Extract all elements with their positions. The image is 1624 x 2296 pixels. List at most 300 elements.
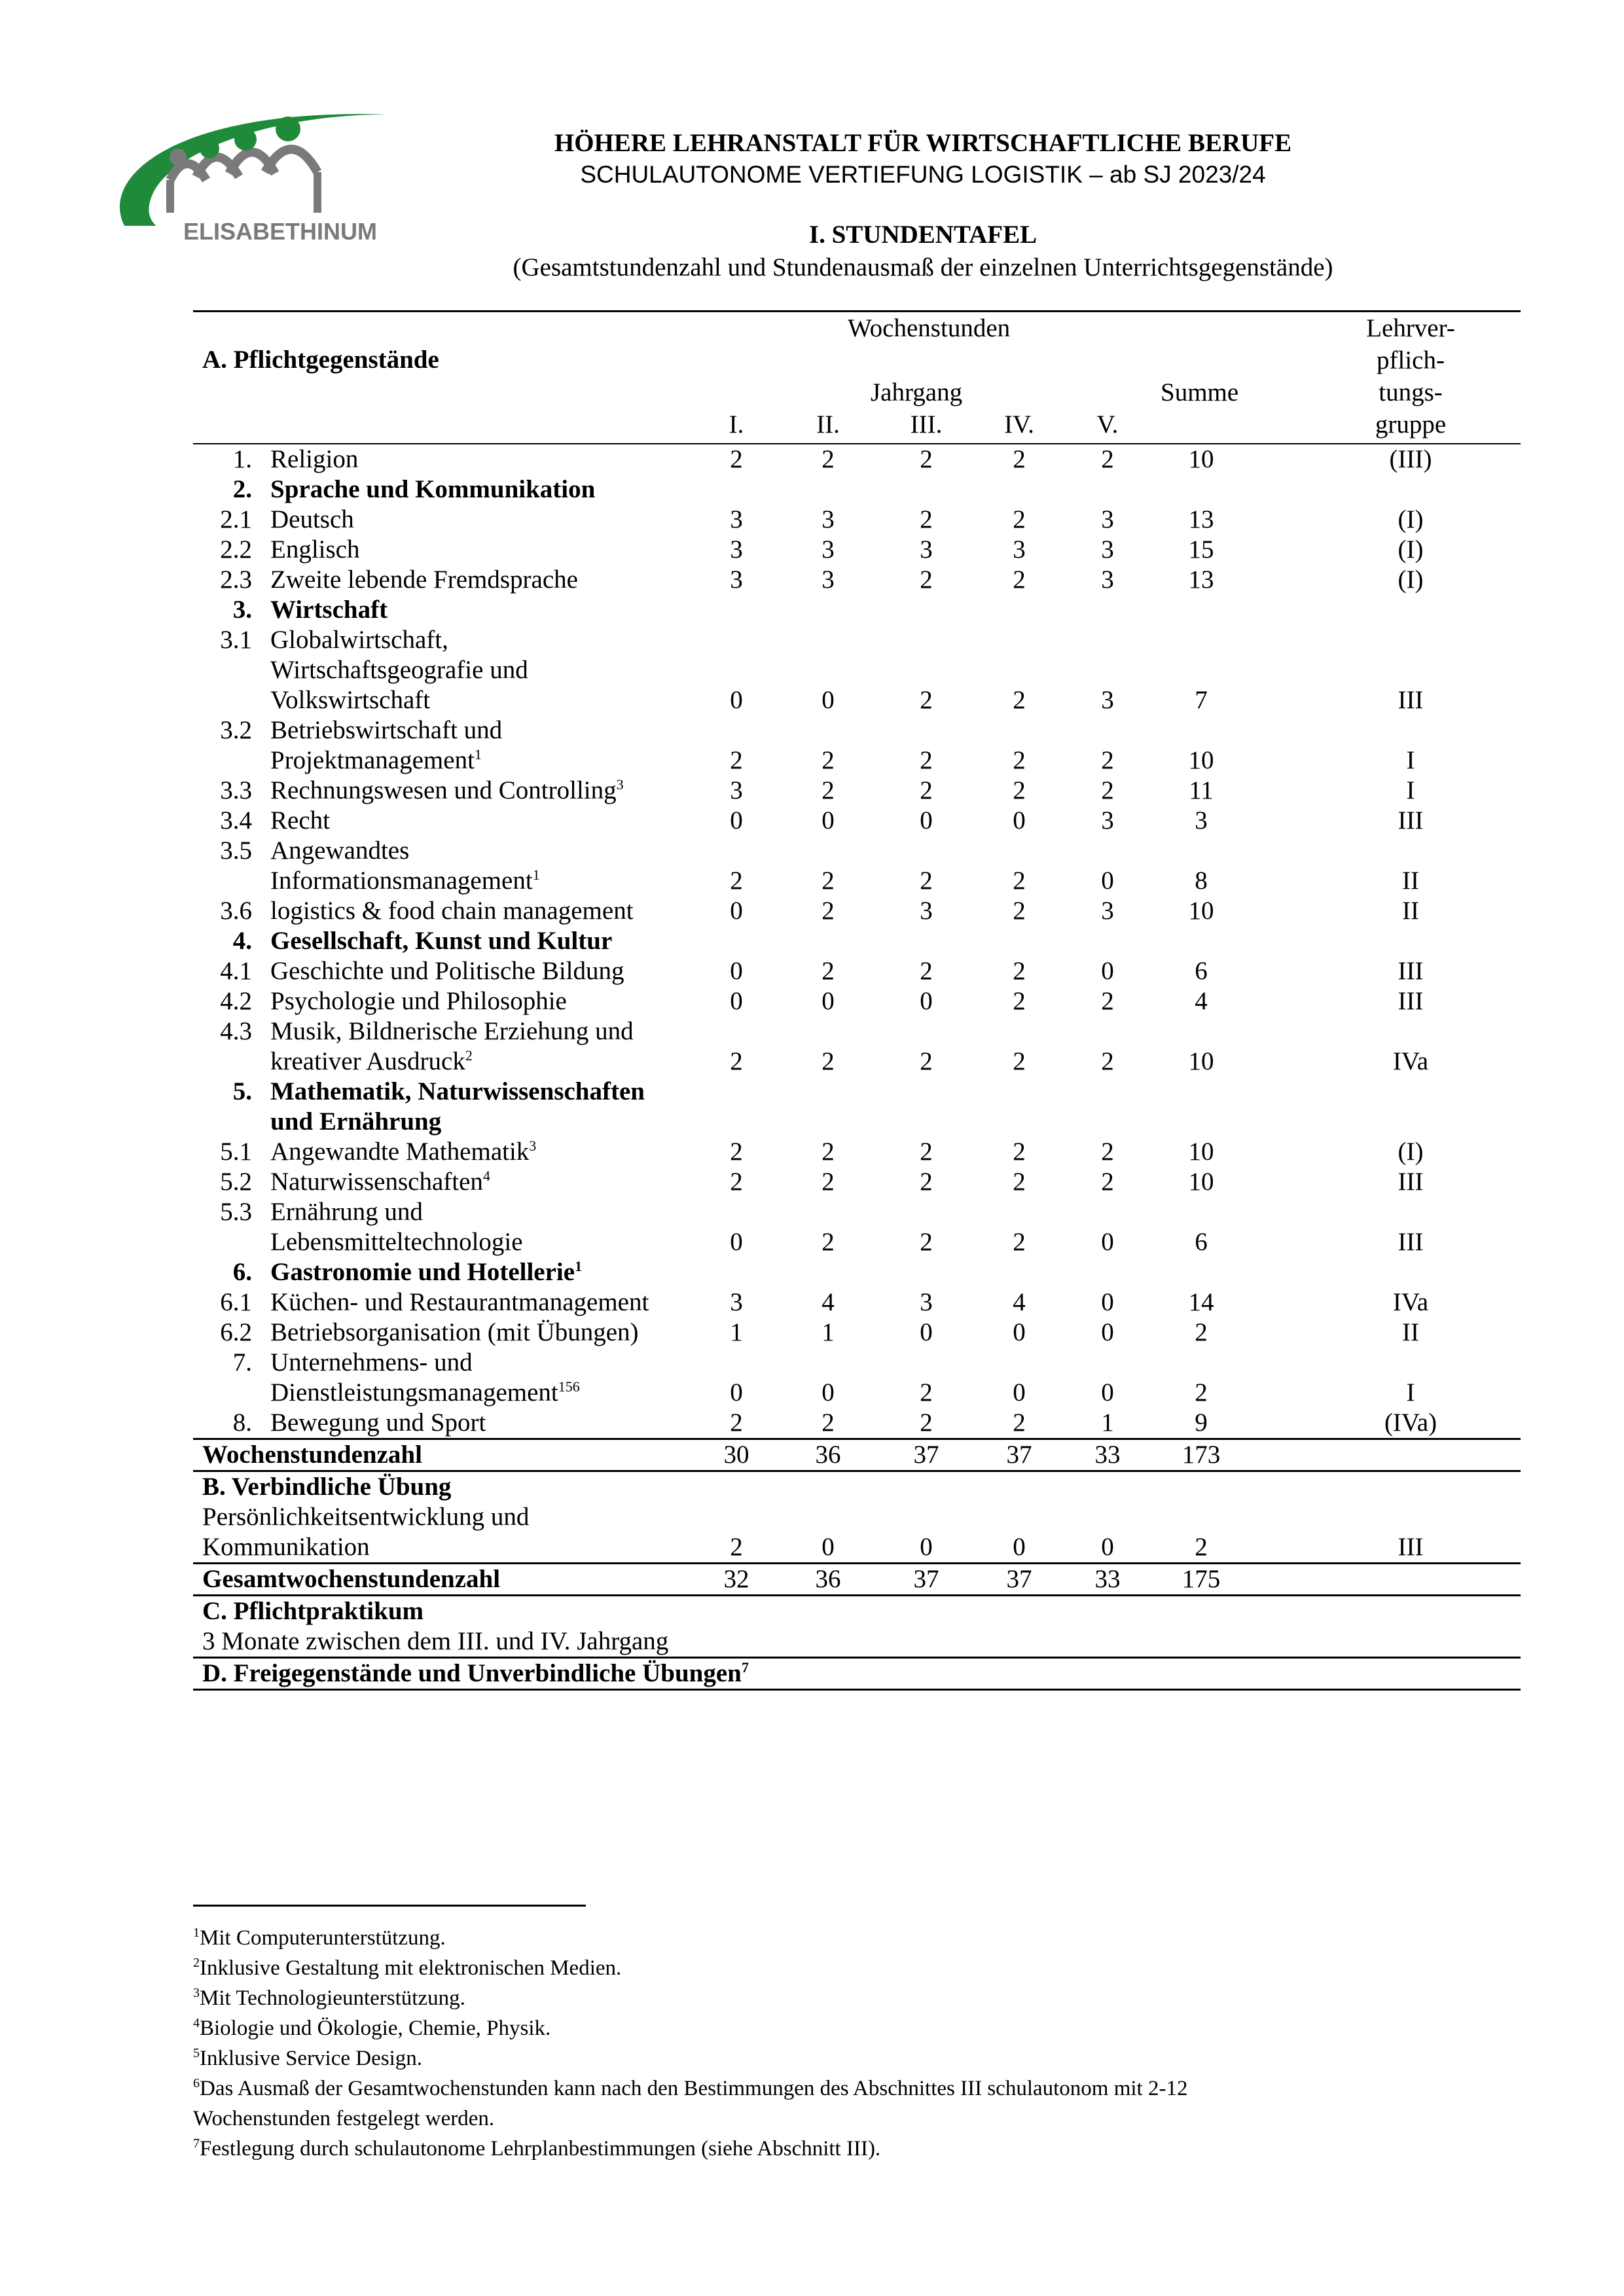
hours-sum: 4 <box>1195 987 1208 1015</box>
teaching-group: I <box>1406 746 1415 774</box>
hours-year-2: 2 <box>821 1138 835 1166</box>
teaching-group: IVa <box>1392 1047 1429 1075</box>
table-row <box>193 836 1521 866</box>
subject-label-text: Angewandtes <box>270 836 410 865</box>
hours-year-2: 3 <box>821 535 835 564</box>
footnotes <box>193 1923 1568 2164</box>
footnote-mark: 3 <box>529 1138 537 1154</box>
hours-year-3: 2 <box>920 1408 933 1437</box>
teaching-group: (I) <box>1398 535 1424 564</box>
subject-label-text: Volkswirtschaft <box>270 686 431 714</box>
subject-label <box>270 1016 634 1047</box>
subject-rows <box>193 444 1521 1438</box>
subject-label <box>270 685 430 715</box>
row-number: 2.3 <box>220 565 252 594</box>
section-d-title-text: D. Freigegenstände und Unverbindliche Übungen <box>202 1659 742 1687</box>
hours-year-4: 2 <box>1013 957 1026 985</box>
footnote-text: Festlegung durch schulautonome Lehrplanbestimmungen (siehe Abschnitt III). <box>200 2137 881 2161</box>
footnote-number: 1 <box>193 1926 200 1940</box>
hours-sum: 13 <box>1188 565 1214 594</box>
table-row <box>193 1257 1521 1287</box>
subject-label <box>270 1107 441 1137</box>
subject-label <box>270 1318 639 1348</box>
hours-year-3: 2 <box>920 776 933 804</box>
row-number: 3.1 <box>220 626 252 654</box>
footnote-mark: 1 <box>575 1258 583 1274</box>
table-row <box>193 444 1521 475</box>
hours-year-5: 3 <box>1101 535 1114 564</box>
table-row <box>193 685 1521 715</box>
subject-label-text: Wirtschaftsgeografie und <box>270 656 528 684</box>
subject-label-text: Angewandte Mathematik <box>270 1138 530 1166</box>
hours-year-1: 2 <box>730 1408 743 1437</box>
section-b-year-2: 0 <box>821 1533 835 1561</box>
hours-year-3: 2 <box>920 1047 933 1075</box>
hours-year-2: 2 <box>821 1228 835 1256</box>
footnote-number: 3 <box>193 1986 200 2000</box>
subject-label-text: Geschichte und Politische Bildung <box>270 957 624 985</box>
hours-year-1: 0 <box>730 987 743 1015</box>
hours-year-5: 0 <box>1101 1378 1114 1407</box>
hours-sum: 7 <box>1195 686 1208 714</box>
subject-label <box>270 475 595 505</box>
hours-year-3: 0 <box>920 987 933 1015</box>
hours-year-2: 2 <box>821 1047 835 1075</box>
hours-sum: 10 <box>1188 445 1214 473</box>
header-summe: Summe <box>1161 378 1239 406</box>
hours-year-3: 2 <box>920 565 933 594</box>
hours-year-1: 2 <box>730 1047 743 1075</box>
hours-year-1: 2 <box>730 867 743 895</box>
subject-label <box>270 505 354 535</box>
subject-label-text: Mathematik, Naturwissenschaften <box>270 1077 645 1105</box>
teaching-group: III <box>1398 1168 1424 1196</box>
subject-label-text: Bewegung und Sport <box>270 1408 486 1437</box>
teaching-group: III <box>1398 957 1424 985</box>
hours-sum: 9 <box>1195 1408 1208 1437</box>
hours-year-2: 2 <box>821 776 835 804</box>
hours-year-5: 0 <box>1101 1288 1114 1316</box>
hours-year-2: 0 <box>821 987 835 1015</box>
footnote-text: Biologie und Ökologie, Chemie, Physik. <box>200 2017 551 2040</box>
row-number: 5.3 <box>220 1198 252 1226</box>
section-d-title-row <box>193 1657 1521 1691</box>
hours-year-1: 2 <box>730 445 743 473</box>
teaching-group: (III) <box>1389 445 1432 473</box>
header-year-2: II. <box>816 410 840 439</box>
hours-sum: 13 <box>1188 505 1214 533</box>
hours-year-2: 2 <box>821 867 835 895</box>
header-lehrverpflichtung-2: pflich- <box>1377 346 1445 374</box>
section-b-title-row <box>193 1470 1521 1502</box>
subject-label <box>270 565 578 595</box>
subject-label <box>270 745 482 776</box>
subject-label-text: und Ernährung <box>270 1107 442 1136</box>
subject-label-text: Globalwirtschaft, <box>270 626 448 654</box>
subject-label <box>270 896 634 926</box>
hours-year-1: 0 <box>730 806 743 834</box>
hours-year-2: 0 <box>821 806 835 834</box>
footnote-text: Wochenstunden festgelegt werden. <box>193 2107 495 2130</box>
subject-label-text: Religion <box>270 445 359 473</box>
footnote-mark: 156 <box>558 1378 580 1395</box>
hours-year-2: 4 <box>821 1288 835 1316</box>
hours-year-5: 2 <box>1101 987 1114 1015</box>
hours-year-3: 3 <box>920 897 933 925</box>
table-row <box>193 595 1521 625</box>
hours-year-3: 2 <box>920 1378 933 1407</box>
section-b-year-3: 0 <box>920 1533 933 1561</box>
footnote <box>193 1953 1568 1983</box>
hours-year-1: 3 <box>730 535 743 564</box>
hours-year-2: 0 <box>821 686 835 714</box>
subject-label <box>270 444 358 475</box>
table-row <box>193 1047 1521 1077</box>
hours-year-3: 3 <box>920 1288 933 1316</box>
header-lehrverpflichtung-1: Lehrver- <box>1366 314 1455 342</box>
section-d-title <box>202 1659 749 1689</box>
gesamt-year-3: 37 <box>913 1565 939 1593</box>
table-row <box>193 1408 1521 1438</box>
table-row <box>193 535 1521 565</box>
hours-year-4: 2 <box>1013 1047 1026 1075</box>
row-number: 2.1 <box>220 505 252 533</box>
hours-year-3: 3 <box>920 535 933 564</box>
hours-year-5: 3 <box>1101 505 1114 533</box>
hours-year-2: 2 <box>821 957 835 985</box>
gesamt-year-2: 36 <box>815 1565 841 1593</box>
subject-label <box>270 836 409 866</box>
footnote <box>193 2013 1568 2043</box>
subject-label <box>270 625 448 655</box>
hours-year-3: 2 <box>920 445 933 473</box>
subject-label-text: Ernährung und <box>270 1198 423 1226</box>
hours-sum: 10 <box>1188 746 1214 774</box>
hours-year-2: 2 <box>821 746 835 774</box>
hours-year-4: 2 <box>1013 897 1026 925</box>
hours-sum: 8 <box>1195 867 1208 895</box>
section-a-title: A. Pflichtgegenstände <box>202 346 439 374</box>
subject-label <box>270 1167 490 1197</box>
subject-label-text: Sprache und Kommunikation <box>270 475 596 503</box>
hours-year-5: 2 <box>1101 1047 1114 1075</box>
hours-sum: 11 <box>1189 776 1214 804</box>
hours-year-5: 0 <box>1101 1318 1114 1346</box>
hours-year-2: 2 <box>821 1408 835 1437</box>
section-c-text: 3 Monate zwischen dem III. und IV. Jahrgang <box>202 1627 669 1655</box>
wochenstundenzahl-year-5: 33 <box>1094 1441 1121 1469</box>
section-b-sum: 2 <box>1195 1533 1208 1561</box>
teaching-group: II <box>1402 897 1419 925</box>
subject-label-text: Lebensmitteltechnologie <box>270 1228 523 1256</box>
hours-sum: 10 <box>1188 1168 1214 1196</box>
header-lehrverpflichtung-4: gruppe <box>1375 410 1447 439</box>
hours-year-5: 2 <box>1101 1168 1114 1196</box>
logo-text: ELISABETHINUM <box>183 218 377 245</box>
subject-label-text: logistics & food chain management <box>270 897 634 925</box>
subject-label <box>270 1348 473 1378</box>
teaching-group: III <box>1398 987 1424 1015</box>
hours-year-4: 2 <box>1013 867 1026 895</box>
footnote-number: 5 <box>193 2046 200 2060</box>
hours-year-3: 2 <box>920 1138 933 1166</box>
hours-year-3: 2 <box>920 505 933 533</box>
row-number: 5.1 <box>220 1138 252 1166</box>
teaching-group: (I) <box>1398 565 1424 594</box>
subject-label-text: Wirtschaft <box>270 596 388 624</box>
hours-year-1: 0 <box>730 1228 743 1256</box>
table-row <box>193 1137 1521 1167</box>
subject-label <box>270 926 612 956</box>
section-c-title-row <box>193 1594 1521 1626</box>
subject-label-text: Gastronomie und Hotellerie <box>270 1258 575 1286</box>
hours-year-1: 2 <box>730 746 743 774</box>
hours-year-1: 0 <box>730 957 743 985</box>
teaching-group: I <box>1406 1378 1415 1407</box>
table-row <box>193 776 1521 806</box>
subject-label-text: Unternehmens- und <box>270 1348 473 1376</box>
gesamt-label: Gesamtwochenstundenzahl <box>202 1565 501 1593</box>
teaching-group: (IVa) <box>1384 1408 1437 1437</box>
header-wochenstunden: Wochenstunden <box>848 314 1011 342</box>
subject-label <box>270 806 330 836</box>
table-row <box>193 1287 1521 1318</box>
teaching-group: III <box>1398 686 1424 714</box>
hours-year-2: 2 <box>821 445 835 473</box>
header-year-1: I. <box>729 410 744 439</box>
footnote-mark: 3 <box>616 776 624 793</box>
footnote-text: Inklusive Gestaltung mit elektronischen Medien. <box>200 1956 622 1980</box>
hours-year-4: 2 <box>1013 1168 1026 1196</box>
teaching-group: I <box>1406 776 1415 804</box>
hours-sum: 2 <box>1195 1378 1208 1407</box>
subject-label-text: Gesellschaft, Kunst und Kultur <box>270 927 613 955</box>
hours-year-1: 3 <box>730 776 743 804</box>
subject-label <box>270 866 540 896</box>
subject-label <box>270 715 502 745</box>
subject-label-text: Naturwissenschaften <box>270 1168 483 1196</box>
hours-year-4: 2 <box>1013 987 1026 1015</box>
row-number: 4.2 <box>220 987 252 1015</box>
header-year-4: IV. <box>1004 410 1034 439</box>
footnote-number: 7 <box>193 2136 200 2151</box>
table-row <box>193 1378 1521 1408</box>
hours-year-2: 0 <box>821 1378 835 1407</box>
hours-year-5: 3 <box>1101 686 1114 714</box>
section-d-footnote-mark: 7 <box>741 1659 749 1676</box>
table-row <box>193 625 1521 655</box>
wochenstundenzahl-year-3: 37 <box>913 1441 939 1469</box>
hours-year-4: 2 <box>1013 565 1026 594</box>
teaching-group: III <box>1398 1228 1424 1256</box>
subject-label-text: Betriebsorganisation (mit Übungen) <box>270 1318 639 1346</box>
subject-label-text: Recht <box>270 806 330 834</box>
hours-year-4: 4 <box>1013 1288 1026 1316</box>
footnote-number: 2 <box>193 1956 200 1970</box>
hours-year-3: 2 <box>920 746 933 774</box>
hours-year-4: 2 <box>1013 776 1026 804</box>
footnote <box>193 2134 1568 2164</box>
teaching-group: IVa <box>1392 1288 1429 1316</box>
hours-year-5: 0 <box>1101 957 1114 985</box>
hours-year-1: 3 <box>730 505 743 533</box>
section-b-line-1: Persönlichkeitsentwicklung und <box>202 1503 530 1531</box>
section-b-title: B. Verbindliche Übung <box>202 1473 452 1501</box>
section-c-title: C. Pflichtpraktikum <box>202 1597 424 1625</box>
hours-year-4: 2 <box>1013 505 1026 533</box>
table-row <box>193 1077 1521 1107</box>
hours-year-5: 3 <box>1101 565 1114 594</box>
wochenstundenzahl-year-2: 36 <box>815 1441 841 1469</box>
wochenstundenzahl-year-1: 30 <box>723 1441 749 1469</box>
subject-label <box>270 1047 473 1077</box>
table-row <box>193 745 1521 776</box>
hours-year-3: 2 <box>920 867 933 895</box>
section-b-group: III <box>1398 1533 1424 1561</box>
hours-year-1: 1 <box>730 1318 743 1346</box>
stundentafel-table <box>193 310 1521 1691</box>
page-title: I. STUNDENTAFEL <box>808 221 1038 249</box>
hours-year-1: 0 <box>730 897 743 925</box>
hours-year-2: 2 <box>821 897 835 925</box>
hours-year-3: 0 <box>920 1318 933 1346</box>
table-row <box>193 505 1521 535</box>
footnote <box>193 2104 1568 2134</box>
table-row <box>193 565 1521 595</box>
section-b-row-2 <box>193 1532 1521 1562</box>
hours-year-4: 2 <box>1013 746 1026 774</box>
footnote-text: Das Ausmaß der Gesamtwochenstunden kann nach den Bestimmungen des Abschnittes III schulautonom mit 2-12 <box>200 2077 1188 2100</box>
subject-label <box>270 1227 523 1257</box>
row-number: 6.1 <box>220 1288 252 1316</box>
hours-year-4: 2 <box>1013 686 1026 714</box>
hours-year-1: 0 <box>730 1378 743 1407</box>
row-number: 4.3 <box>220 1017 252 1045</box>
subject-label-text: Rechnungswesen und Controlling <box>270 776 617 804</box>
footnote-number: 4 <box>193 2016 200 2030</box>
hours-year-2: 1 <box>821 1318 835 1346</box>
hours-year-4: 0 <box>1013 1318 1026 1346</box>
hours-year-4: 0 <box>1013 1378 1026 1407</box>
table-row <box>193 715 1521 745</box>
hours-year-4: 0 <box>1013 806 1026 834</box>
subject-label-text: Küchen- und Restaurantmanagement <box>270 1288 649 1316</box>
hours-year-1: 0 <box>730 686 743 714</box>
footnote <box>193 2043 1568 2073</box>
row-number: 3.2 <box>220 716 252 744</box>
hours-year-5: 0 <box>1101 1228 1114 1256</box>
hours-sum: 15 <box>1188 535 1214 564</box>
footnote-mark: 1 <box>474 746 482 762</box>
row-number: 8. <box>232 1408 252 1437</box>
hours-year-5: 2 <box>1101 776 1114 804</box>
teaching-group: II <box>1402 867 1419 895</box>
hours-year-2: 2 <box>821 1168 835 1196</box>
row-number: 3. <box>232 596 252 624</box>
gesamt-year-1: 32 <box>723 1565 749 1593</box>
subject-label <box>270 1378 580 1408</box>
gesamt-year-4: 37 <box>1006 1565 1032 1593</box>
footnote-divider <box>193 1905 586 1907</box>
hours-year-4: 2 <box>1013 445 1026 473</box>
subject-label-text: Informationsmanagement <box>270 867 533 895</box>
footnote-text: Inklusive Service Design. <box>200 2047 423 2070</box>
table-row <box>193 1197 1521 1227</box>
subject-label-text: Projektmanagement <box>270 746 475 774</box>
hours-year-2: 3 <box>821 505 835 533</box>
subject-label <box>270 655 528 685</box>
header-year-3: III. <box>910 410 943 439</box>
hours-year-5: 3 <box>1101 806 1114 834</box>
row-number: 2.2 <box>220 535 252 564</box>
subject-label <box>270 986 567 1016</box>
row-number: 6. <box>232 1258 252 1286</box>
table-row <box>193 1016 1521 1047</box>
footnote-text: Mit Computerunterstützung. <box>200 1926 446 1950</box>
hours-year-1: 3 <box>730 1288 743 1316</box>
hours-year-1: 2 <box>730 1168 743 1196</box>
footnote-mark: 4 <box>482 1168 490 1184</box>
row-number: 4. <box>232 927 252 955</box>
hours-year-3: 2 <box>920 1168 933 1196</box>
section-b-year-5: 0 <box>1101 1533 1114 1561</box>
teaching-group: (I) <box>1398 505 1424 533</box>
hours-year-4: 2 <box>1013 1408 1026 1437</box>
subject-label <box>270 1287 649 1318</box>
hours-sum: 10 <box>1188 1138 1214 1166</box>
table-row <box>193 1107 1521 1137</box>
subject-label-text: Musik, Bildnerische Erziehung und <box>270 1017 634 1045</box>
table-row <box>193 986 1521 1016</box>
hours-year-5: 2 <box>1101 445 1114 473</box>
footnote <box>193 1983 1568 2013</box>
hours-sum: 2 <box>1195 1318 1208 1346</box>
hours-year-4: 2 <box>1013 1138 1026 1166</box>
hours-year-5: 0 <box>1101 867 1114 895</box>
table-row <box>193 926 1521 956</box>
subject-label-text: kreativer Ausdruck <box>270 1047 465 1075</box>
hours-year-3: 2 <box>920 686 933 714</box>
teaching-group: (I) <box>1398 1138 1424 1166</box>
header-year-5: V. <box>1096 410 1119 439</box>
subject-label <box>270 776 624 806</box>
hours-year-5: 1 <box>1101 1408 1114 1437</box>
footnote-mark: 1 <box>532 867 540 883</box>
row-number: 3.3 <box>220 776 252 804</box>
hours-year-1: 2 <box>730 1138 743 1166</box>
hours-year-2: 3 <box>821 565 835 594</box>
table-row <box>193 896 1521 926</box>
wochenstundenzahl-label: Wochenstundenzahl <box>202 1441 422 1469</box>
table-header <box>193 310 1521 444</box>
subject-label-text: Psychologie und Philosophie <box>270 987 567 1015</box>
hours-sum: 6 <box>1195 1228 1208 1256</box>
hours-year-5: 2 <box>1101 746 1114 774</box>
wochenstundenzahl-row <box>193 1438 1521 1470</box>
teaching-group: II <box>1402 1318 1419 1346</box>
row-number: 6.2 <box>220 1318 252 1346</box>
footnote-number: 6 <box>193 2076 200 2090</box>
hours-year-4: 3 <box>1013 535 1026 564</box>
table-row <box>193 1318 1521 1348</box>
table-row <box>193 956 1521 986</box>
hours-sum: 6 <box>1195 957 1208 985</box>
hours-sum: 10 <box>1188 1047 1214 1075</box>
school-subtitle: SCHULAUTONOME VERTIEFUNG LOGISTIK – ab SJ 2023/24 <box>580 161 1266 188</box>
hours-year-5: 3 <box>1101 897 1114 925</box>
gesamt-sum: 175 <box>1182 1565 1221 1593</box>
footnote-mark: 2 <box>465 1047 473 1064</box>
